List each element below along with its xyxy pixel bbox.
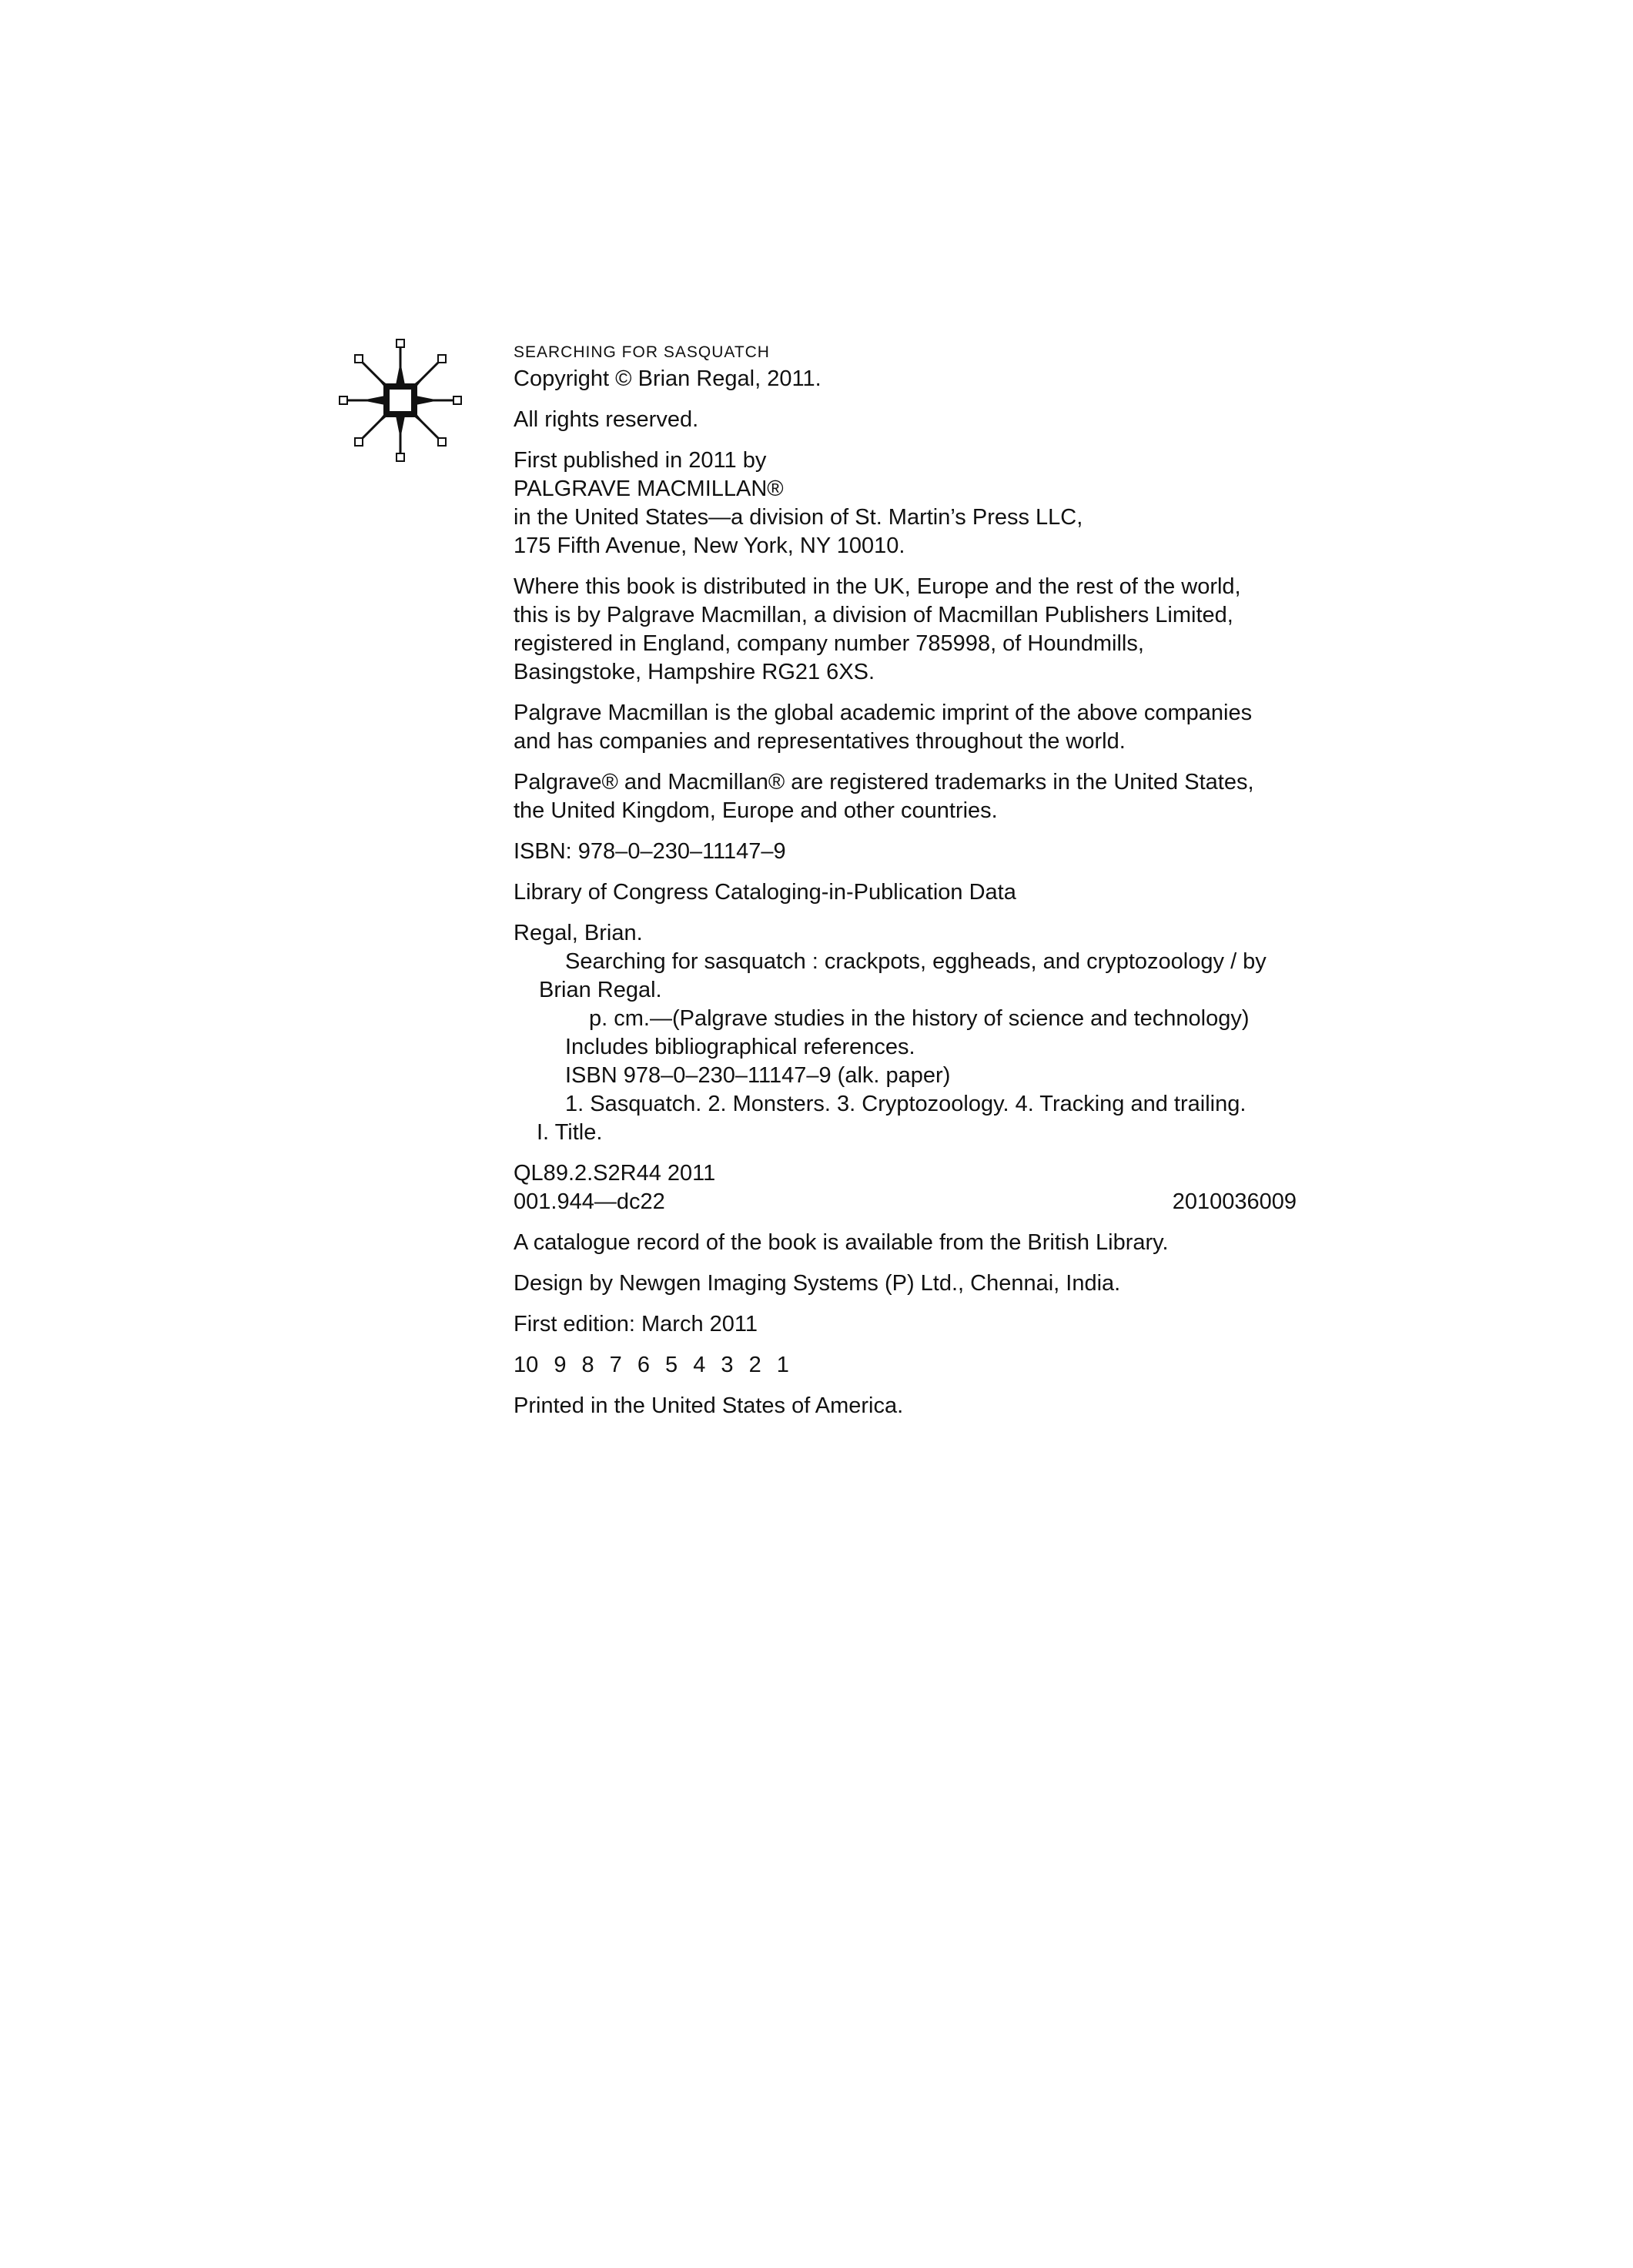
cip-bibliography: Includes bibliographical references. bbox=[565, 1035, 915, 1059]
copyright-page bbox=[514, 343, 1314, 1433]
imprint-line: and has companies and representatives throughout the world. bbox=[514, 729, 1126, 754]
cip-series: p. cm.—(Palgrave studies in the history of science and technology) bbox=[589, 1006, 1250, 1031]
publication-line: 175 Fifth Avenue, New York, NY 10010. bbox=[514, 534, 905, 558]
cip-record bbox=[514, 919, 1314, 1147]
running-head: SEARCHING FOR SASQUATCH bbox=[514, 343, 770, 361]
distribution-line: Where this book is distributed in the UK, Europe and the rest of the world, bbox=[514, 574, 1241, 599]
lc-classification: QL89.2.S2R44 2011 bbox=[514, 1161, 716, 1186]
british-library-line: A catalogue record of the book is available from the British Library. bbox=[514, 1230, 1169, 1255]
imprint-line: Palgrave Macmillan is the global academic imprint of the above companies bbox=[514, 701, 1253, 725]
imprint-info bbox=[514, 699, 1314, 756]
publication-line: PALGRAVE MACMILLAN® bbox=[514, 477, 784, 501]
distribution-line: registered in England, company number 785998, of Houndmills, bbox=[514, 631, 1144, 656]
trademark-line: the United Kingdom, Europe and other countries. bbox=[514, 798, 998, 823]
cip-subjects: 1. Sasquatch. 2. Monsters. 3. Cryptozoology. 4. Tracking and trailing. bbox=[565, 1092, 1247, 1116]
printed-in-line: Printed in the United States of America. bbox=[514, 1393, 904, 1418]
cip-title-entry: I. Title. bbox=[537, 1120, 603, 1145]
lccn-number: 2010036009 bbox=[1172, 1189, 1297, 1214]
design-credit: Design by Newgen Imaging Systems (P) Ltd., Chennai, India. bbox=[514, 1271, 1121, 1296]
publication-line: First published in 2011 by bbox=[514, 448, 767, 473]
distribution-line: this is by Palgrave Macmillan, a division of Macmillan Publishers Limited, bbox=[514, 603, 1233, 627]
isbn-line: ISBN: 978–0–230–11147–9 bbox=[514, 839, 786, 864]
publication-info bbox=[514, 447, 1314, 560]
cip-author: Regal, Brian. bbox=[514, 921, 643, 945]
distribution-line: Basingstoke, Hampshire RG21 6XS. bbox=[514, 660, 875, 684]
publication-line: in the United States—a division of St. Martin’s Press LLC, bbox=[514, 505, 1083, 530]
trademark-line: Palgrave® and Macmillan® are registered trademarks in the United States, bbox=[514, 770, 1254, 794]
distribution-info bbox=[514, 573, 1314, 687]
cip-heading: Library of Congress Cataloging-in-Publication Data bbox=[514, 880, 1016, 905]
edition-line: First edition: March 2011 bbox=[514, 1312, 758, 1336]
cip-title-cont: Brian Regal. bbox=[539, 978, 662, 1002]
printing-line: 10 9 8 7 6 5 4 3 2 1 bbox=[514, 1353, 789, 1377]
cip-isbn: ISBN 978–0–230–11147–9 (alk. paper) bbox=[565, 1063, 951, 1088]
cip-title: Searching for sasquatch : crackpots, eggheads, and cryptozoology / by bbox=[565, 949, 1267, 974]
dewey-classification: 001.944—dc22 bbox=[514, 1189, 665, 1214]
publisher-logo-icon bbox=[339, 339, 462, 462]
copyright-line: Copyright © Brian Regal, 2011. bbox=[514, 366, 822, 391]
rights-line: All rights reserved. bbox=[514, 407, 699, 432]
trademark-info bbox=[514, 768, 1314, 825]
classification bbox=[514, 1159, 1314, 1216]
